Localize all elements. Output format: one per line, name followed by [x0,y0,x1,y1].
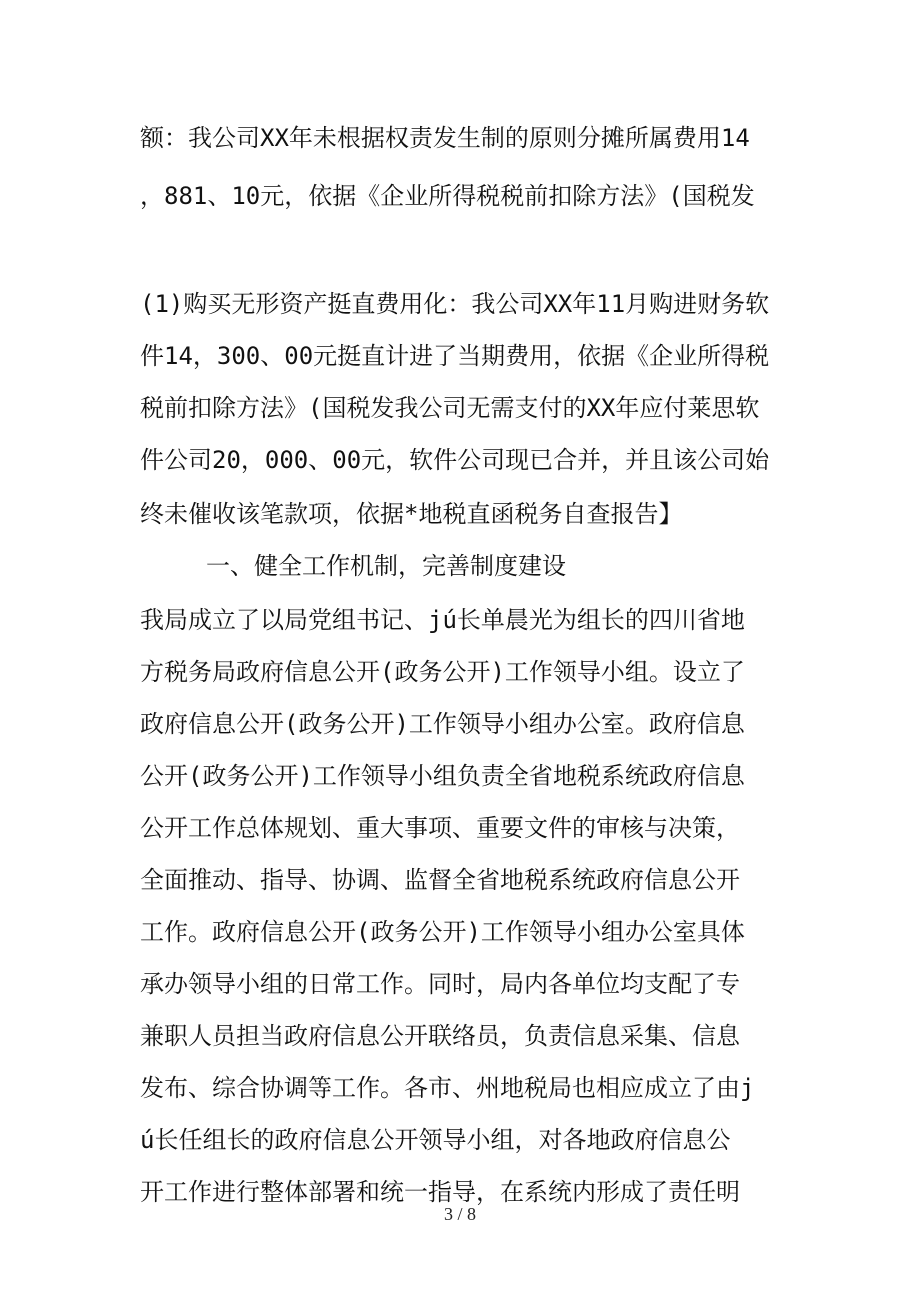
paragraph-3-line-5: 公开工作总体规划、重大事项、重要文件的审核与决策， [140,814,740,842]
paragraph-2-line-3: 税前扣除方法》(国税发我公司无需支付的XX年应付莱思软 [140,394,760,422]
paragraph-2-line-5: 终未催收该笔款项，依据*地税直函税务自查报告】 [140,500,683,528]
paragraph-2-line-4: 件公司20，000、00元，软件公司现已合并，并且该公司始 [140,446,770,474]
page-number: 3 / 8 [443,1204,476,1224]
paragraph-3-line-7: 工作。政府信息公开(政务公开)工作领导小组办公室具体 [140,918,745,946]
paragraph-3-line-10: 发布、综合协调等工作。各市、州地税局也相应成立了由j [140,1074,755,1102]
paragraph-3-line-8: 承办领导小组的日常工作。同时，局内各单位均支配了专 [140,970,740,998]
paragraph-3-line-9: 兼职人员担当政府信息公开联络员，负责信息采集、信息 [140,1022,740,1050]
paragraph-3-line-12: 开工作进行整体部署和统一指导，在系统内形成了责任明 [140,1178,740,1206]
paragraph-1-line-1: 额：我公司XX年未根据权责发生制的原则分摊所属费用14 [140,124,750,152]
paragraph-3-line-4: 公开(政务公开)工作领导小组负责全省地税系统政府信息 [140,762,745,790]
paragraph-3-line-3: 政府信息公开(政务公开)工作领导小组办公室。政府信息 [140,710,745,738]
paragraph-3-line-11: ú长任组长的政府信息公开领导小组，对各地政府信息公 [140,1126,731,1154]
paragraph-3-line-2: 方税务局政府信息公开(政务公开)工作领导小组。设立了 [140,658,745,686]
section-heading: 一、健全工作机制，完善制度建设 [206,552,566,580]
paragraph-1-line-2: ，881、10元，依据《企业所得税税前扣除方法》(国税发 [140,182,755,210]
paragraph-2-line-1: (1)购买无形资产挺直费用化：我公司XX年11月购进财务软 [140,290,770,318]
paragraph-3-line-6: 全面推动、指导、协调、监督全省地税系统政府信息公开 [140,866,740,894]
paragraph-3-line-1: 我局成立了以局党组书记、jú长单晨光为组长的四川省地 [140,606,745,634]
paragraph-2-line-2: 件14，300、00元挺直计进了当期费用，依据《企业所得税 [140,342,770,370]
